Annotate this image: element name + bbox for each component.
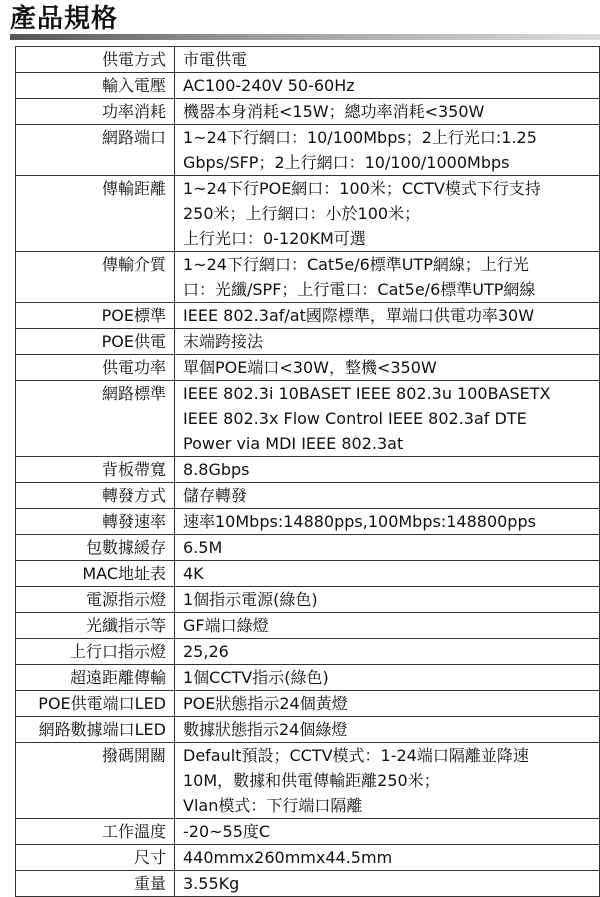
spec-row	[16, 613, 600, 639]
spec-value-line: IEEE 802.3i 10BASET IEEE 802.3u 100BASETX	[183, 384, 551, 403]
spec-label: POE供電	[16, 329, 175, 355]
spec-value	[175, 355, 600, 381]
spec-value	[175, 47, 600, 73]
spec-row	[16, 125, 600, 176]
spec-label: 轉發速率	[16, 509, 175, 535]
spec-value	[175, 381, 600, 457]
spec-row	[16, 509, 600, 535]
spec-value-line: 3.55Kg	[183, 874, 240, 893]
spec-value	[175, 845, 600, 871]
spec-value	[175, 717, 600, 743]
spec-value-line: 數據狀態指示24個綠燈	[183, 720, 348, 739]
spec-row	[16, 99, 600, 125]
spec-label: MAC地址表	[16, 561, 175, 587]
spec-value-line: 440mmx260mmx44.5mm	[183, 848, 393, 867]
spec-value-line: 8.8Gbps	[183, 460, 250, 479]
spec-value-line: 6.5M	[183, 538, 223, 557]
spec-value-line: IEEE 802.3af/at國際標準，單端口供電功率30W	[183, 306, 535, 325]
spec-value	[175, 613, 600, 639]
spec-value-line: 4K	[183, 564, 204, 583]
spec-value-line: 市電供電	[183, 50, 248, 69]
spec-value-line: 10M，數據和供電傳輸距離250米；	[183, 771, 440, 790]
spec-value-line: Gbps/SFP；2上行網口：10/100/1000Mbps	[183, 153, 510, 172]
spec-value	[175, 125, 600, 176]
spec-value	[175, 665, 600, 691]
spec-row	[16, 639, 600, 665]
spec-value-line: 1~24下行網口：Cat5e/6標準UTP網線；上行光	[183, 255, 529, 274]
spec-value-line: 1~24下行POE網口：100米；CCTV模式下行支持	[183, 179, 541, 198]
header	[0, 0, 600, 44]
spec-value-line: IEEE 802.3x Flow Control IEEE 802.3af DTE	[183, 409, 527, 428]
spec-value	[175, 819, 600, 845]
spec-label: 工作溫度	[16, 819, 175, 845]
title-underline-bar	[10, 34, 600, 40]
spec-label: 背板帶寬	[16, 457, 175, 483]
spec-row	[16, 355, 600, 381]
spec-label: 網路端口	[16, 125, 175, 176]
spec-row	[16, 535, 600, 561]
spec-label: 包數據緩存	[16, 535, 175, 561]
spec-row	[16, 303, 600, 329]
spec-value-line: -20~55度C	[183, 822, 271, 841]
spec-row	[16, 457, 600, 483]
spec-label: 光纖指示等	[16, 613, 175, 639]
spec-value-line: 1個指示電源(綠色)	[183, 590, 318, 609]
spec-row	[16, 329, 600, 355]
spec-label: 網路標準	[16, 381, 175, 457]
spec-value-line: 1個CCTV指示(綠色)	[183, 668, 329, 687]
spec-row	[16, 381, 600, 457]
spec-value	[175, 176, 600, 252]
spec-label: 重量	[16, 871, 175, 897]
spec-value-line: POE狀態指示24個黃燈	[183, 694, 348, 713]
spec-label: 傳輸距離	[16, 176, 175, 252]
spec-value	[175, 99, 600, 125]
spec-value-line: 25,26	[183, 642, 229, 661]
spec-row	[16, 743, 600, 819]
spec-row	[16, 587, 600, 613]
spec-label: 傳輸介質	[16, 252, 175, 303]
spec-label: POE標準	[16, 303, 175, 329]
spec-value	[175, 535, 600, 561]
spec-row	[16, 252, 600, 303]
spec-row	[16, 73, 600, 99]
spec-value-line: Default預設；CCTV模式：1-24端口隔離並降速	[183, 746, 529, 765]
spec-label: 功率消耗	[16, 99, 175, 125]
spec-value	[175, 639, 600, 665]
spec-label: 超遠距離傳輸	[16, 665, 175, 691]
spec-value	[175, 329, 600, 355]
spec-value-line: 末端跨接法	[183, 332, 264, 351]
spec-table-body	[16, 47, 600, 897]
spec-value-line: 單個POE端口<30W，整機<350W	[183, 358, 437, 377]
spec-value	[175, 457, 600, 483]
spec-row	[16, 47, 600, 73]
spec-value-line: 速率10Mbps:14880pps,100Mbps:148800pps	[183, 512, 536, 531]
spec-row	[16, 871, 600, 897]
spec-value	[175, 743, 600, 819]
spec-row	[16, 483, 600, 509]
spec-label: 網路數據端口LED	[16, 717, 175, 743]
spec-label: 輸入電壓	[16, 73, 175, 99]
spec-table	[15, 46, 600, 897]
spec-value-line: GF端口綠燈	[183, 616, 269, 635]
spec-value-line: 機器本身消耗<15W；總功率消耗<350W	[183, 102, 485, 121]
spec-value	[175, 509, 600, 535]
spec-label: 供電功率	[16, 355, 175, 381]
spec-label: 電源指示燈	[16, 587, 175, 613]
spec-value-line: 1~24下行網口：10/100Mbps；2上行光口:1.25	[183, 128, 537, 147]
spec-value-line: AC100-240V 50-60Hz	[183, 76, 355, 95]
spec-row	[16, 819, 600, 845]
spec-value	[175, 303, 600, 329]
spec-value	[175, 587, 600, 613]
spec-value-line: 口：光纖/SPF；上行電口：Cat5e/6標準UTP網線	[183, 280, 536, 299]
spec-value-line: Vlan模式：下行端口隔離	[183, 796, 363, 815]
spec-label: 尺寸	[16, 845, 175, 871]
spec-row	[16, 691, 600, 717]
spec-row	[16, 561, 600, 587]
spec-value	[175, 252, 600, 303]
spec-value	[175, 871, 600, 897]
spec-label: 上行口指示燈	[16, 639, 175, 665]
page-title: 產品規格	[10, 4, 118, 38]
spec-value	[175, 73, 600, 99]
spec-value	[175, 483, 600, 509]
spec-row	[16, 717, 600, 743]
spec-row	[16, 845, 600, 871]
spec-value-line: Power via MDI IEEE 802.3at	[183, 434, 404, 453]
spec-value	[175, 691, 600, 717]
spec-value-line: 儲存轉發	[183, 486, 248, 505]
spec-row	[16, 665, 600, 691]
spec-value-line: 上行光口：0-120KM可選	[183, 229, 366, 248]
spec-label: 撥碼開關	[16, 743, 175, 819]
spec-label: POE供電端口LED	[16, 691, 175, 717]
spec-value-line: 250米；上行網口：小於100米；	[183, 204, 421, 223]
spec-label: 供電方式	[16, 47, 175, 73]
spec-value	[175, 561, 600, 587]
spec-label: 轉發方式	[16, 483, 175, 509]
spec-row	[16, 176, 600, 252]
